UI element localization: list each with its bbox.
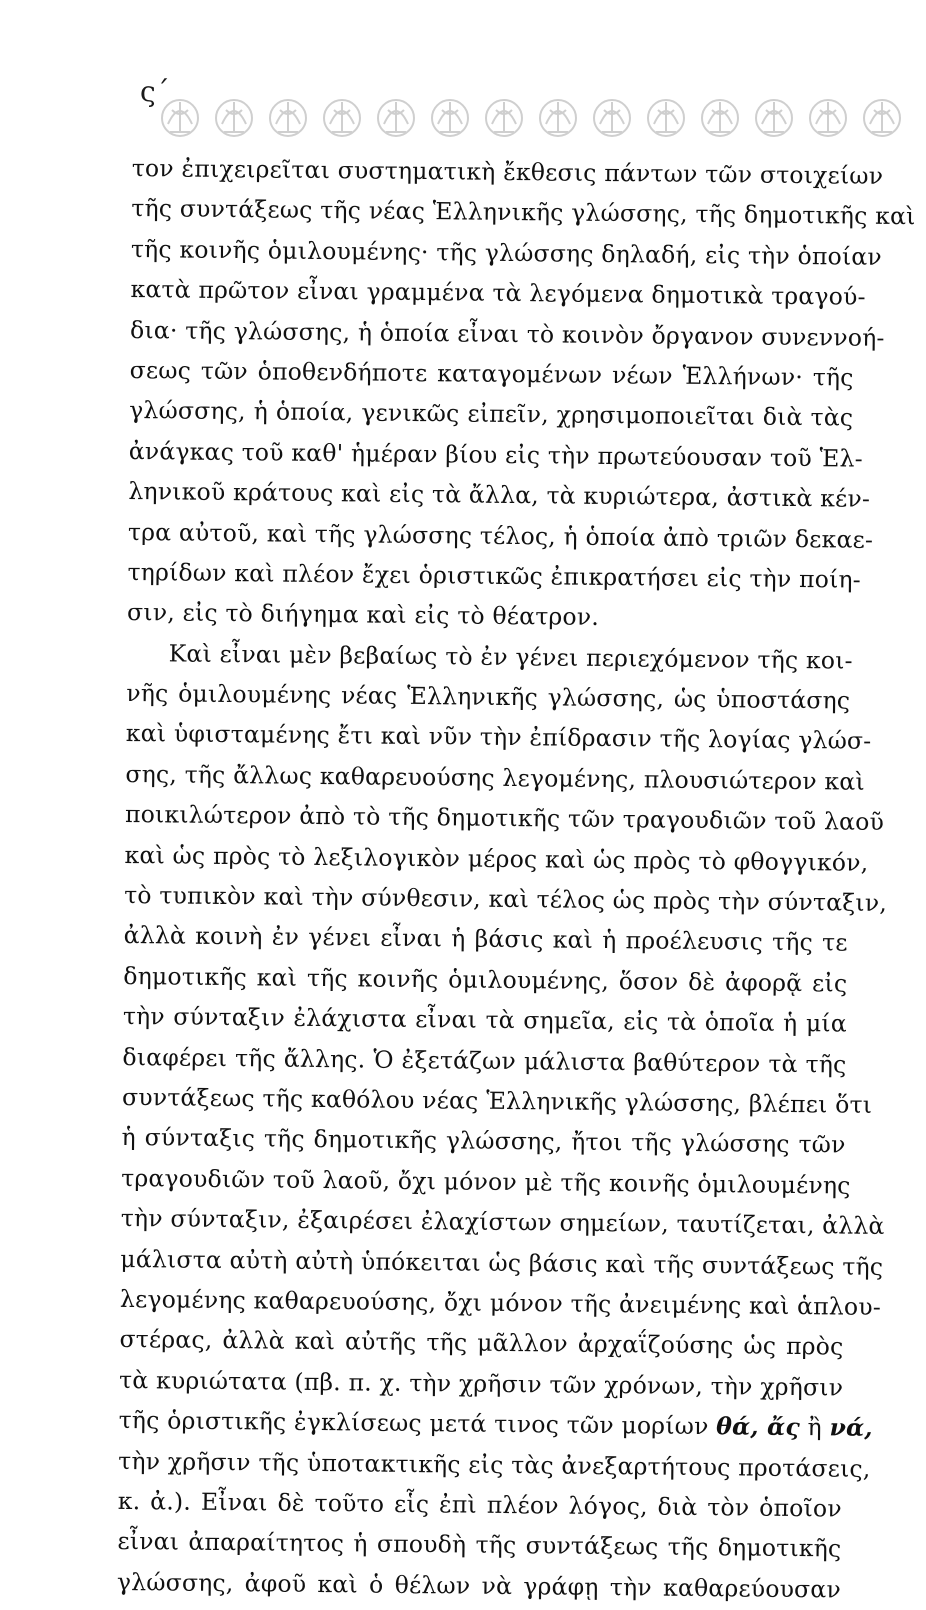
- text-line: ἀνάγκας τοῦ καθ' ἡμέραν βίου εἰς τὴν πρωτεύουσαν τοῦ Ἑλ-: [128, 436, 863, 473]
- text-line: ληνικοῦ κράτους καὶ εἰς τὰ ἄλλα, τὰ κυριώτερα, ἀστικὰ κέν-: [128, 477, 871, 513]
- text-line: τὸ τυπικὸν καὶ τὴν σύνθεσιν, καὶ τέλος ὡς πρὸς τὴν σύνταξιν,: [124, 880, 888, 917]
- text-line-with-bold: [118, 1400, 873, 1448]
- text-line: τον ἐπιχειρεῖται συστηματικὴ ἔκθεσις πάντων τῶν στοιχείων: [131, 153, 884, 190]
- text-line: γλώσσης, ἀφοῦ καὶ ὁ θέλων νὰ γράφῃ τὴν καθαρεύουσαν: [116, 1567, 842, 1604]
- text-line: τὰ κυριώτατα (πβ. π. χ. τὴν χρῆσιν τῶν χρόνων, τὴν χρῆσιν: [118, 1365, 844, 1402]
- text-line: ποικιλώτερον ἀπὸ τὸ τῆς δημοτικῆς τῶν τραγουδιῶν τοῦ λαοῦ: [124, 800, 885, 837]
- bold-particles: θά, ἄς: [716, 1412, 801, 1442]
- text-line: τὴν χρῆσιν τῆς ὑποτακτικῆς εἰς τὰς ἀνεξαρτήτους προτάσεις,: [118, 1446, 871, 1483]
- text-line: σεως τῶν ὁποθενδήποτε καταγομένων νέων Ἑλλήνων· τῆς: [129, 355, 854, 392]
- text-line: κ. ἀ.). Εἶναι δὲ τοῦτο εἷς ἐπὶ πλέον λόγος, διὰ τὸν ὁποῖον: [117, 1486, 842, 1523]
- text-line: τῆς κοινῆς ὁμιλουμένης· τῆς γλώσσης δηλαδή, εἰς τὴν ὁποίαν: [130, 234, 883, 271]
- text-line: σης, τῆς ἄλλως καθαρευούσης λεγομένης, πλουσιώτερον καὶ: [125, 759, 866, 796]
- text-line: τραγουδιῶν τοῦ λαοῦ, ὄχι μόνον μὲ τῆς κοινῆς ὁμιλουμένης: [121, 1163, 851, 1200]
- bold-particles: νά,: [829, 1413, 873, 1442]
- page-number: ς΄: [140, 75, 170, 108]
- text-line: στέρας, ἀλλὰ καὶ αὐτῆς τῆς μᾶλλον ἀρχαΐζούσης ὡς πρὸς: [119, 1325, 844, 1361]
- text-line: λεγομένης καθαρευούσης, ὄχι μόνον τῆς ἀνειμένης καὶ ἁπλου-: [119, 1284, 882, 1321]
- decorative-flower-border-icon: [158, 88, 926, 148]
- text-line: γλώσσης, ἡ ὁποία, γενικῶς εἰπεῖν, χρησιμοποιεῖται διὰ τὰς: [129, 396, 854, 432]
- text-line: δια· τῆς γλώσσης, ἡ ὁποία εἶναι τὸ κοινὸν ὄργανον συνεννοή-: [129, 315, 885, 352]
- text-line: τὴν σύνταξιν, ἐξαιρέσει ἐλαχίστων σημείων, ταυτίζεται, ἀλλὰ: [120, 1204, 885, 1241]
- text-line: συντάξεως τῆς καθόλου νέας Ἑλληνικῆς γλώσσης, βλέπει ὅτι: [121, 1082, 873, 1119]
- text-line: ἡ σύνταξις τῆς δημοτικῆς γλώσσης, ἤτοι τῆς γλώσσης τῶν: [121, 1123, 846, 1159]
- text-line: σιν, εἰς τὸ διήγημα καὶ εἰς τὸ θέατρον.: [126, 598, 600, 632]
- text-line: κατὰ πρῶτον εἶναι γραμμένα τὰ λεγόμενα δημοτικὰ τραγού-: [130, 275, 866, 311]
- text-line: δημοτικῆς καὶ τῆς κοινῆς ὁμιλουμένης, ὅσον δὲ ἀφορᾷ εἰς: [123, 961, 848, 998]
- text-segment: ἢ: [807, 1413, 823, 1442]
- text-line: νῆς ὁμιλουμένης νέας Ἑλληνικῆς γλώσσης, ὡς ὑποστάσης: [126, 679, 851, 715]
- text-line: τηρίδων καὶ πλέον ἔχει ὁριστικῶς ἐπικρατήσει εἰς τὴν ποίη-: [127, 557, 862, 594]
- text-line: τὴν σύνταξιν ἐλάχιστα εἶναι τὰ σημεῖα, εἰς τὰ ὁποῖα ἡ μία: [122, 1002, 848, 1038]
- text-segment: τῆς ὁριστικῆς ἐγκλίσεως μετά τινος τῶν μορίων: [118, 1406, 709, 1441]
- text-line: καὶ ὑφισταμένης ἔτι καὶ νῦν τὴν ἐπίδρασιν τῆς λογίας γλώσ-: [125, 719, 872, 756]
- paragraph-start-line: Καὶ εἶναι μὲν βεβαίως τὸ ἐν γένει περιεχόμενον τῆς κοι-: [168, 639, 853, 675]
- text-line: εἶναι ἀπαραίτητος ἡ σπουδὴ τῆς συντάξεως τῆς δημοτικῆς: [117, 1527, 842, 1563]
- text-line: καὶ ὡς πρὸς τὸ λεξιλογικὸν μέρος καὶ ὡς πρὸς τὸ φθογγικόν,: [124, 840, 869, 877]
- text-line: τῆς συντάξεως τῆς νέας Ἑλληνικῆς γλώσσης, τῆς δημοτικῆς καὶ: [131, 194, 916, 231]
- body-text: [116, 148, 916, 1610]
- text-line: μάλιστα αὐτὴ αὐτὴ ὑπόκειται ὡς βάσις καὶ τῆς συντάξεως τῆς: [120, 1244, 884, 1281]
- text-line: τρα αὐτοῦ, καὶ τῆς γλώσσης τέλος, ἡ ὁποία ἀπὸ τριῶν δεκαε-: [127, 517, 874, 554]
- text-line: ἀλλὰ κοινὴ ἐν γένει εἶναι ἡ βάσις καὶ ἡ προέλευσις τῆς τε: [123, 921, 848, 957]
- text-line: διαφέρει τῆς ἄλλης. Ὁ ἐξετάζων μάλιστα βαθύτερον τὰ τῆς: [122, 1042, 847, 1079]
